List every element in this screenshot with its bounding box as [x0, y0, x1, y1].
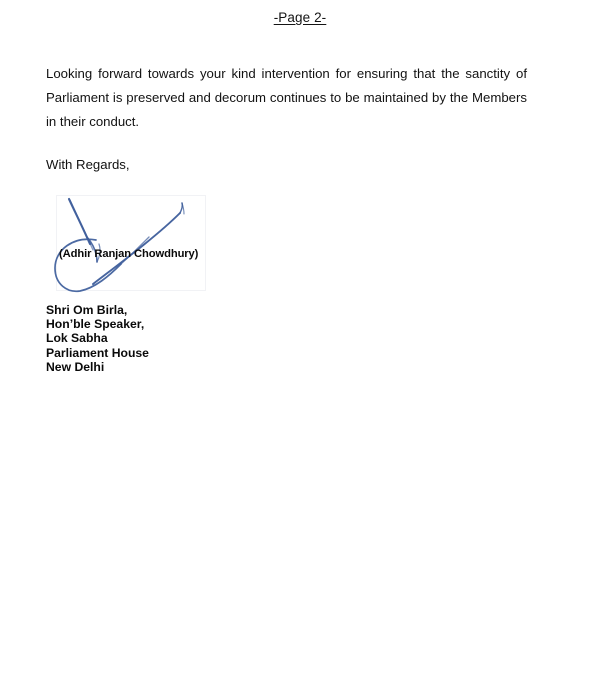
- page-header: [0, 9, 600, 27]
- addressee-line: Parliament House: [46, 345, 149, 360]
- body-paragraph: Looking forward towards your kind intervention for ensuring that the sanctity of Parliament is preserved and decorum continues to be maintained by the Members in their conduct.: [46, 66, 527, 130]
- addressee-line: Shri Om Birla,: [46, 303, 128, 317]
- page-number-label: -Page 2-: [273, 10, 327, 25]
- closing-salutation: With Regards,: [46, 157, 130, 172]
- handwritten-signature-icon: [49, 192, 219, 296]
- addressee-line: Hon’ble Speaker,: [46, 317, 145, 332]
- addressee-line: New Delhi: [46, 359, 105, 374]
- signature-block: [56, 195, 206, 291]
- signature-name-caption: (Adhir Ranjan Chowdhury): [59, 248, 199, 260]
- addressee-block: [46, 303, 149, 374]
- addressee-line: Lok Sabha: [46, 331, 108, 346]
